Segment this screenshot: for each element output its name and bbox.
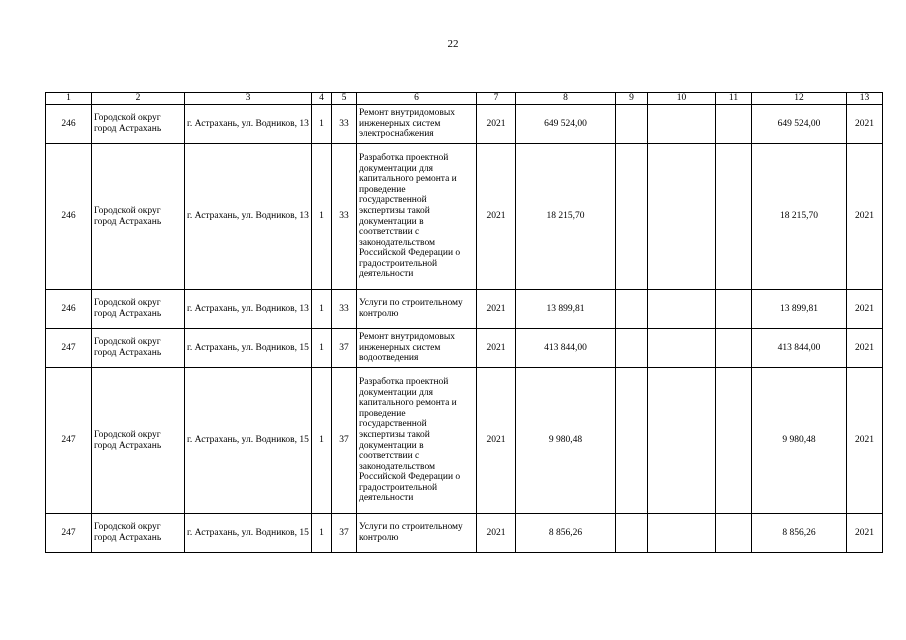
total-cost-cell: 413 844,00 xyxy=(516,329,616,368)
row-number-cell: 246 xyxy=(46,144,92,290)
column-10-cell xyxy=(648,290,716,329)
column-header: 8 xyxy=(516,93,616,105)
completion-year-cell: 2021 xyxy=(847,368,883,514)
cost-cell: 8 856,26 xyxy=(752,514,847,553)
column-header: 3 xyxy=(185,93,312,105)
column-10-cell xyxy=(648,514,716,553)
column-header: 4 xyxy=(312,93,332,105)
total-cost-cell: 9 980,48 xyxy=(516,368,616,514)
repair-register-table xyxy=(45,92,883,553)
column-9-cell xyxy=(616,105,648,144)
row-number-cell: 246 xyxy=(46,105,92,144)
table-row xyxy=(46,514,883,553)
column-5-cell: 37 xyxy=(332,329,357,368)
table-row xyxy=(46,290,883,329)
table-row xyxy=(46,368,883,514)
row-number-cell: 247 xyxy=(46,368,92,514)
column-header: 9 xyxy=(616,93,648,105)
work-type-cell: Ремонт внутридомовых инженерных систем электроснабжения xyxy=(357,105,477,144)
column-5-cell: 33 xyxy=(332,105,357,144)
municipality-cell: Городской округ город Астрахань xyxy=(92,144,185,290)
column-10-cell xyxy=(648,144,716,290)
row-number-cell: 247 xyxy=(46,514,92,553)
column-11-cell xyxy=(716,368,752,514)
row-number-cell: 246 xyxy=(46,290,92,329)
work-type-cell: Услуги по строительному контролю xyxy=(357,290,477,329)
year-cell: 2021 xyxy=(477,144,516,290)
column-9-cell xyxy=(616,290,648,329)
column-9-cell xyxy=(616,144,648,290)
table-row xyxy=(46,329,883,368)
address-cell: г. Астрахань, ул. Водников, 13 xyxy=(185,144,312,290)
column-4-cell: 1 xyxy=(312,329,332,368)
work-type-cell: Услуги по строительному контролю xyxy=(357,514,477,553)
row-number-cell: 247 xyxy=(46,329,92,368)
column-header: 13 xyxy=(847,93,883,105)
column-4-cell: 1 xyxy=(312,514,332,553)
completion-year-cell: 2021 xyxy=(847,105,883,144)
column-header: 7 xyxy=(477,93,516,105)
cost-cell: 18 215,70 xyxy=(752,144,847,290)
year-cell: 2021 xyxy=(477,514,516,553)
column-11-cell xyxy=(716,290,752,329)
column-9-cell xyxy=(616,329,648,368)
cost-cell: 9 980,48 xyxy=(752,368,847,514)
work-type-cell: Разработка проектной документации для капитального ремонта и проведение государственной экспертизы такой документации в соответствии с законодательством Российской Федерации о градостроительной деятельности xyxy=(357,144,477,290)
column-9-cell xyxy=(616,514,648,553)
column-11-cell xyxy=(716,105,752,144)
municipality-cell: Городской округ город Астрахань xyxy=(92,514,185,553)
total-cost-cell: 18 215,70 xyxy=(516,144,616,290)
table-row xyxy=(46,105,883,144)
completion-year-cell: 2021 xyxy=(847,290,883,329)
column-header: 5 xyxy=(332,93,357,105)
column-header: 11 xyxy=(716,93,752,105)
year-cell: 2021 xyxy=(477,105,516,144)
completion-year-cell: 2021 xyxy=(847,514,883,553)
column-5-cell: 33 xyxy=(332,144,357,290)
column-header: 12 xyxy=(752,93,847,105)
work-type-cell: Разработка проектной документации для капитального ремонта и проведение государственной экспертизы такой документации в соответствии с законодательством Российской Федерации о градостроительной деятельности xyxy=(357,368,477,514)
column-number-header-row xyxy=(46,93,883,105)
completion-year-cell: 2021 xyxy=(847,144,883,290)
column-4-cell: 1 xyxy=(312,290,332,329)
cost-cell: 13 899,81 xyxy=(752,290,847,329)
municipality-cell: Городской округ город Астрахань xyxy=(92,290,185,329)
column-4-cell: 1 xyxy=(312,368,332,514)
total-cost-cell: 8 856,26 xyxy=(516,514,616,553)
municipality-cell: Городской округ город Астрахань xyxy=(92,368,185,514)
address-cell: г. Астрахань, ул. Водников, 13 xyxy=(185,105,312,144)
column-10-cell xyxy=(648,368,716,514)
cost-cell: 413 844,00 xyxy=(752,329,847,368)
column-11-cell xyxy=(716,514,752,553)
year-cell: 2021 xyxy=(477,329,516,368)
total-cost-cell: 13 899,81 xyxy=(516,290,616,329)
address-cell: г. Астрахань, ул. Водников, 13 xyxy=(185,290,312,329)
column-5-cell: 37 xyxy=(332,368,357,514)
address-cell: г. Астрахань, ул. Водников, 15 xyxy=(185,514,312,553)
column-5-cell: 37 xyxy=(332,514,357,553)
table-row xyxy=(46,144,883,290)
column-header: 2 xyxy=(92,93,185,105)
year-cell: 2021 xyxy=(477,290,516,329)
municipality-cell: Городской округ город Астрахань xyxy=(92,105,185,144)
column-10-cell xyxy=(648,329,716,368)
column-4-cell: 1 xyxy=(312,144,332,290)
page-number: 22 xyxy=(447,38,459,50)
column-11-cell xyxy=(716,144,752,290)
municipality-cell: Городской округ город Астрахань xyxy=(92,329,185,368)
column-header: 10 xyxy=(648,93,716,105)
work-type-cell: Ремонт внутридомовых инженерных систем водоотведения xyxy=(357,329,477,368)
cost-cell: 649 524,00 xyxy=(752,105,847,144)
address-cell: г. Астрахань, ул. Водников, 15 xyxy=(185,329,312,368)
column-5-cell: 33 xyxy=(332,290,357,329)
total-cost-cell: 649 524,00 xyxy=(516,105,616,144)
column-11-cell xyxy=(716,329,752,368)
completion-year-cell: 2021 xyxy=(847,329,883,368)
address-cell: г. Астрахань, ул. Водников, 15 xyxy=(185,368,312,514)
column-9-cell xyxy=(616,368,648,514)
column-header: 1 xyxy=(46,93,92,105)
year-cell: 2021 xyxy=(477,368,516,514)
column-header: 6 xyxy=(357,93,477,105)
column-10-cell xyxy=(648,105,716,144)
column-4-cell: 1 xyxy=(312,105,332,144)
